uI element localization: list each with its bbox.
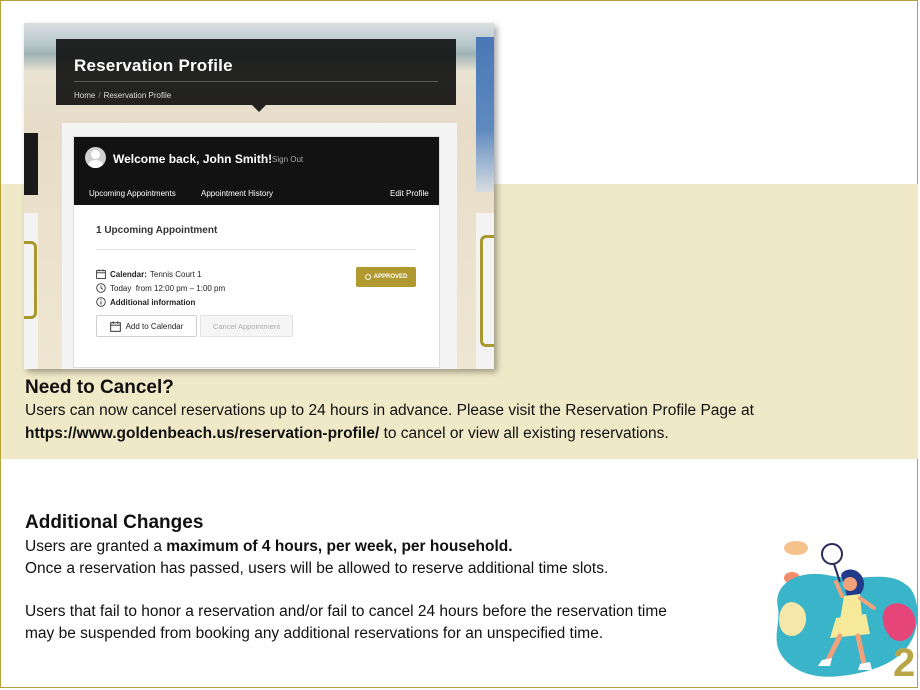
avatar-icon	[85, 147, 106, 168]
side-dark-block	[24, 133, 38, 195]
tab-appointment-history[interactable]: Appointment History	[201, 189, 274, 198]
tab-upcoming-appointments[interactable]: Upcoming Appointments	[89, 189, 176, 198]
changes-line1-prefix: Users are granted a	[25, 538, 167, 555]
clock-icon	[96, 283, 106, 293]
info-icon	[96, 297, 106, 307]
racket-icon	[822, 544, 842, 564]
appointment-time: Today from 12:00 pm – 1:00 pm	[110, 283, 226, 293]
status-text: APPROVED	[373, 274, 408, 280]
hero-divider	[74, 81, 438, 82]
decor-blob	[784, 541, 808, 555]
changes-line2: Once a reservation has passed, users will be allowed to reserve additional time slots.	[25, 560, 609, 577]
profile-card	[73, 136, 440, 368]
divider	[96, 249, 416, 250]
breadcrumb-current: Reservation Profile	[103, 91, 172, 100]
calendar-row	[96, 269, 202, 279]
edit-profile-link[interactable]: Edit Profile	[390, 189, 429, 198]
calendar-label: Calendar:	[110, 269, 147, 279]
changes-line1	[25, 536, 513, 558]
reservation-profile-url[interactable]: https://www.goldenbeach.us/reservation-profile/	[25, 425, 380, 442]
cancel-text-rest: to cancel or view all existing reservations.	[379, 425, 669, 442]
additional-info-label: Additional information	[110, 297, 196, 307]
sign-out-link[interactable]: Sign Out	[272, 155, 304, 164]
calendar-icon	[96, 269, 106, 279]
changes-line4: may be suspended from booking any additional reservations for an unspecified time.	[25, 625, 604, 642]
cancel-heading: Need to Cancel?	[25, 377, 174, 398]
calendar-icon	[110, 321, 121, 332]
breadcrumb	[74, 91, 171, 100]
appointments-body	[74, 205, 439, 367]
cancel-text-line1: Users can now cancel reservations up to 24 hours in advance. Please visit the Reservation Profile Page at	[25, 402, 754, 419]
changes-line1-bold: maximum of 4 hours, per week, per household.	[166, 538, 513, 555]
cancel-text-line2	[25, 423, 669, 445]
page-hero	[56, 39, 456, 105]
welcome-message: Welcome back, John Smith!	[113, 152, 273, 166]
side-outline-button	[24, 241, 37, 319]
profile-header	[74, 137, 439, 205]
time-row	[96, 283, 225, 293]
status-badge	[356, 267, 416, 287]
add-to-calendar-label: Add to Calendar	[125, 321, 184, 331]
changes-line3: Users that fail to honor a reservation and/or fail to cancel 24 hours before the reservation time	[25, 603, 667, 620]
hero-notch	[252, 105, 266, 112]
breadcrumb-home-link[interactable]: Home	[74, 91, 96, 100]
cancel-appointment-button[interactable]: Cancel Appointment	[200, 315, 293, 337]
changes-heading: Additional Changes	[25, 512, 204, 533]
add-to-calendar-button[interactable]	[96, 315, 197, 337]
check-circle-icon	[365, 274, 371, 280]
reservation-profile-screenshot	[24, 23, 494, 369]
page-number: 2	[893, 641, 916, 685]
profile-tabs	[74, 182, 439, 205]
info-row[interactable]	[96, 297, 198, 307]
appointment-count: 1 Upcoming Appointment	[96, 225, 218, 236]
breadcrumb-separator: /	[98, 91, 101, 100]
sky-strip	[476, 37, 494, 192]
page-title: Reservation Profile	[74, 56, 233, 75]
side-outline-button-right	[480, 235, 494, 347]
calendar-value: Tennis Court 1	[149, 269, 202, 279]
